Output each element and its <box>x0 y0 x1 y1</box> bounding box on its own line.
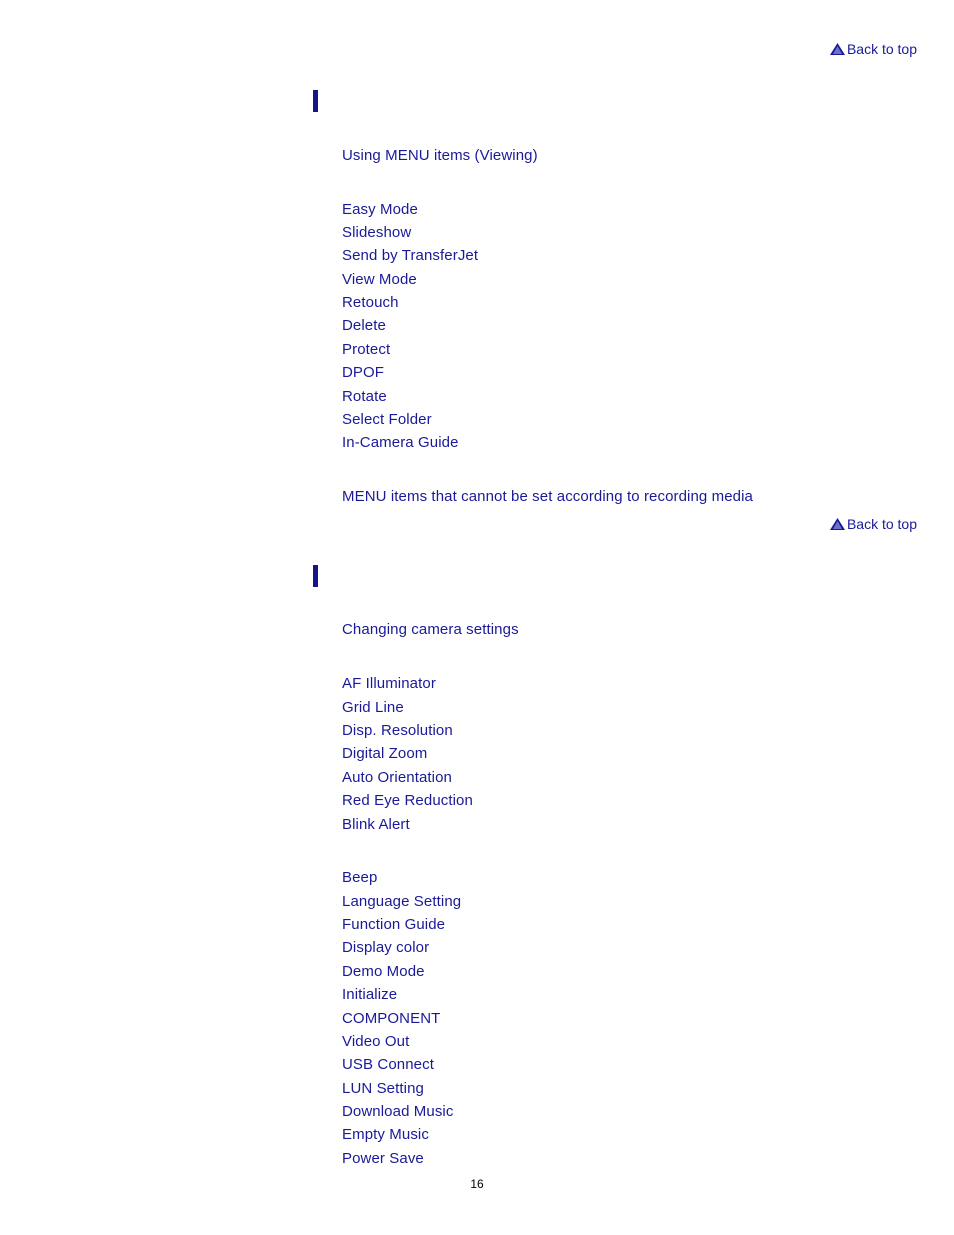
section-heading-bar <box>313 565 318 587</box>
viewing-menu-item[interactable]: Protect <box>342 341 391 358</box>
main-settings-item[interactable]: Demo Mode <box>342 963 425 980</box>
using-menu-viewing-link[interactable]: Using MENU items (Viewing) <box>342 147 538 164</box>
viewing-menu-item[interactable]: Select Folder <box>342 411 432 428</box>
main-settings-item[interactable]: USB Connect <box>342 1056 434 1073</box>
back-to-top-link[interactable] <box>830 516 917 532</box>
shooting-settings-item[interactable]: Digital Zoom <box>342 745 428 762</box>
main-settings-item[interactable]: Video Out <box>342 1033 410 1050</box>
back-to-top-label: Back to top <box>846 516 917 532</box>
viewing-menu-item[interactable]: Rotate <box>342 388 387 405</box>
main-settings-item[interactable]: Display color <box>342 939 430 956</box>
section-heading-bar <box>313 90 318 112</box>
main-settings-item[interactable]: Function Guide <box>342 916 446 933</box>
viewing-menu-item[interactable]: Delete <box>342 317 386 334</box>
main-settings-item[interactable]: Power Save <box>342 1150 424 1167</box>
main-settings-item[interactable]: LUN Setting <box>342 1080 424 1097</box>
shooting-settings-item[interactable]: Blink Alert <box>342 816 410 833</box>
main-settings-item[interactable]: Initialize <box>342 986 398 1003</box>
main-settings-item[interactable]: COMPONENT <box>342 1010 441 1027</box>
viewing-menu-item[interactable]: Send by TransferJet <box>342 247 479 264</box>
back-to-top-label: Back to top <box>846 41 917 57</box>
main-settings-item[interactable]: Empty Music <box>342 1126 429 1143</box>
main-settings-item[interactable]: Download Music <box>342 1103 454 1120</box>
viewing-menu-item[interactable]: In-Camera Guide <box>342 434 459 451</box>
back-to-top-link[interactable] <box>830 41 917 57</box>
viewing-menu-item[interactable]: Retouch <box>342 294 399 311</box>
viewing-menu-item[interactable]: View Mode <box>342 271 417 288</box>
shooting-settings-item[interactable]: Auto Orientation <box>342 769 452 786</box>
shooting-settings-item[interactable]: Disp. Resolution <box>342 722 453 739</box>
recording-media-note-link[interactable]: MENU items that cannot be set according to recording media <box>342 488 753 505</box>
page-number: 16 <box>470 1177 484 1191</box>
back-to-top-icon <box>830 43 845 55</box>
viewing-menu-item[interactable]: Easy Mode <box>342 201 418 218</box>
viewing-menu-item[interactable]: Slideshow <box>342 224 412 241</box>
viewing-menu-item[interactable]: DPOF <box>342 364 385 381</box>
changing-camera-settings-link[interactable]: Changing camera settings <box>342 621 519 638</box>
shooting-settings-item[interactable]: Red Eye Reduction <box>342 792 473 809</box>
shooting-settings-item[interactable]: AF Illuminator <box>342 675 436 692</box>
main-settings-item[interactable]: Language Setting <box>342 893 462 910</box>
back-to-top-icon <box>830 518 845 530</box>
shooting-settings-item[interactable]: Grid Line <box>342 699 404 716</box>
main-settings-item[interactable]: Beep <box>342 869 378 886</box>
